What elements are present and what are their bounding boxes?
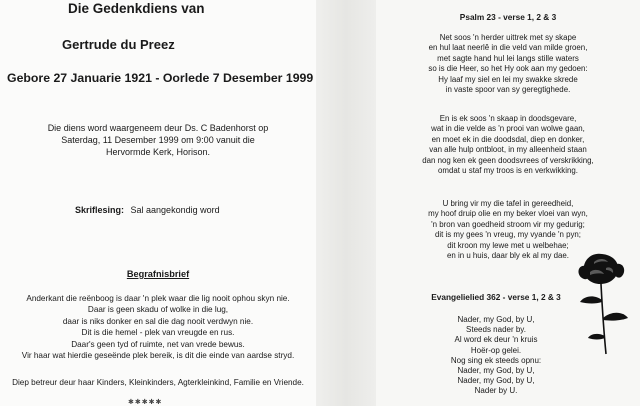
- burial-letter-text: [0, 293, 316, 361]
- psalm-line: in vaste spoor van sy geregtighede.: [445, 85, 571, 95]
- psalm-line: 'n bron van goedheid stroom vir my gedurig;: [431, 219, 585, 229]
- scripture-value: Sal aangekondig word: [130, 205, 220, 215]
- psalm-heading: Psalm 23 - verse 1, 2 & 3: [459, 12, 557, 22]
- psalm-line: en moet ek in die doodsdal, diep en donker,: [431, 134, 585, 144]
- burial-line: Dit is die hemel - plek van vreugde en rus.: [81, 328, 235, 338]
- service-details: [0, 122, 316, 159]
- deceased-name: Gertrude du Preez: [62, 37, 175, 52]
- service-line: Saterdag, 11 Desember 1999 om 9:00 vanuit die: [61, 135, 255, 146]
- birth-death-dates: Gebore 27 Januarie 1921 - Oorlede 7 Desember 1999: [7, 71, 314, 85]
- psalm-line: met sagte hand hul lei langs stille waters: [437, 53, 579, 63]
- psalm-line: my hoof druip olie en my beker vloei van wyn,: [428, 209, 588, 219]
- psalm-line: dit is my gees 'n vreug, my vyande 'n pyn;: [435, 230, 581, 240]
- psalm-line: van alle hulp ontbloot, in my alleenheid staan: [429, 145, 587, 155]
- hymn-line: Nader, my God, by U,: [457, 366, 535, 376]
- bereaved-family: Diep betreur deur haar Kinders, Kleinkinders, Agterkleinkind, Familie en Vriende.: [12, 378, 304, 387]
- hymn-line: Nog sing ek steeds opnu:: [450, 355, 542, 365]
- burial-line: Daar is geen skadu of wolke in die lug,: [87, 305, 229, 315]
- hymn-line: Hoër-op gelei.: [470, 345, 522, 355]
- hymn-line: Steeds nader by.: [466, 325, 526, 335]
- psalm-line: Net soos 'n herder uittrek met sy skape: [439, 33, 577, 42]
- burial-line: Daar's geen tyd of ruimte, net van vrede bewus.: [71, 339, 245, 349]
- hymn-line: Al word ek deur 'n kruis: [454, 335, 538, 345]
- psalm-line: wat in die velde as 'n prooi van wolwe gaan,: [431, 124, 585, 134]
- burial-line: Vir haar wat hierdie geseënde plek bereik, is dit die einde van aardse stryd.: [21, 351, 295, 361]
- psalm-line: en hul laat neerlê in die veld van milde groen,: [428, 43, 588, 53]
- hymn-heading: Evangelielied 362 - verse 1, 2 & 3: [431, 292, 561, 302]
- left-page: [0, 0, 316, 406]
- decorative-stars: ✱✱✱✱✱: [128, 399, 163, 406]
- hymn-line: Nader, my God, by U,: [457, 376, 535, 386]
- scripture-label: Skriflesing:: [75, 205, 125, 215]
- psalm-line: en in u huis, daar bly ek al my dae.: [447, 251, 569, 261]
- psalm-line: U bring vir my die tafel in gereedheid,: [442, 199, 574, 208]
- scripture-reading: [75, 205, 220, 215]
- right-page: [376, 0, 640, 406]
- psalm-line: Hy laaf my siel en lei my swakke skrede: [438, 74, 578, 84]
- psalm-line: so is die Heer, so het Hy ook aan my gedoen:: [428, 64, 588, 74]
- psalm-line: dit kroon my lewe met u welbehae;: [447, 240, 569, 250]
- hymn-line: Nader by U.: [474, 386, 518, 396]
- psalm-stanza-1: [376, 33, 640, 96]
- page-gutter: [316, 0, 376, 406]
- rose-illustration: [572, 248, 632, 358]
- psalm-line: En is ek soos 'n skaap in doodsgevare,: [439, 114, 577, 123]
- hymn-line: Nader, my God, by U,: [457, 315, 535, 324]
- burial-line: Anderkant die reënboog is daar 'n plek waar die lig nooit ophou skyn nie.: [26, 294, 290, 303]
- service-line: Hervormde Kerk, Horison.: [105, 147, 211, 158]
- memorial-heading: Die Gedenkdiens van: [68, 1, 205, 16]
- psalm-stanza-2: [376, 114, 640, 177]
- burial-line: daar is niks donker en sal die dag nooit verdwyn nie.: [62, 316, 254, 326]
- rose-flower: [579, 254, 625, 284]
- service-line: Die diens word waargeneem deur Ds. C Badenhorst op: [47, 123, 269, 133]
- psalm-line: omdat u staf my troos is en verkwikking.: [438, 166, 578, 176]
- burial-letter-heading: Begrafnisbrief: [126, 269, 190, 279]
- psalm-line: dan nog ken ek geen doodsvrees of verskrikking,: [422, 155, 594, 165]
